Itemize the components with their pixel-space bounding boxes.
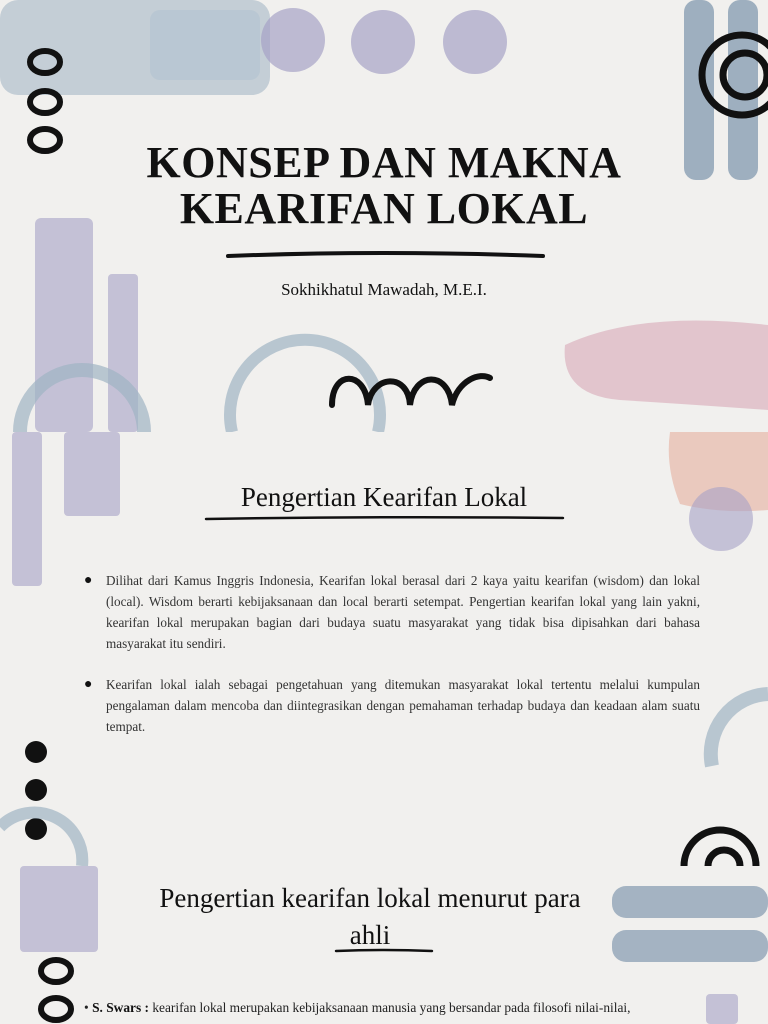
blue-wash-shape <box>150 10 260 80</box>
section-heading <box>120 880 620 954</box>
list-item <box>84 674 700 737</box>
black-dot <box>25 779 47 801</box>
heading-line-2: ahli <box>349 920 391 950</box>
expert-definition <box>84 1000 714 1016</box>
blue-bar <box>612 886 768 918</box>
title-slide <box>0 0 768 432</box>
black-concentric-ring <box>708 850 740 866</box>
title-line-1: KONSEP DAN MAKNA <box>146 138 622 187</box>
black-ring <box>41 998 71 1020</box>
pink-wash <box>565 321 768 411</box>
bullet-icon: ● <box>84 677 93 692</box>
list-item-text: Kearifan lokal ialah sebagai pengetahuan yang ditemukan masyarakat lokal tertentu melalui kumpulan pengalaman dalam mencoba dan diintegrasikan dengan pemahaman terhadap budaya dan keadaan alam suatu tempat. <box>106 677 700 734</box>
list-item-text: Dilihat dari Kamus Inggris Indonesia, Kearifan lokal berasal dari 2 kaya yaitu kearifan (wisdom) dan lokal (local). Wisdom berarti kebijaksanaan dan local berarti setempat. Pengertian kearifan lokal yang lain yakni, kearifan lokal merupakan bagian dari budaya suatu masyarakat yang tidak bisa dipisahkan dari bahasa masyarakat itu sendiri. <box>106 573 700 651</box>
bullet-icon: • <box>84 1000 89 1015</box>
expert-text: kearifan lokal merupakan kebijaksanaan manusia yang bersandar pada filosofi nilai-nilai, <box>148 1000 631 1015</box>
black-dot <box>25 818 47 840</box>
lavender-circle <box>443 10 507 74</box>
definition-list <box>84 570 700 757</box>
author-name: Sokhikhatul Mawadah, M.E.I. <box>281 280 487 299</box>
bullet-icon: ● <box>84 573 93 588</box>
heading-underline <box>206 517 563 519</box>
lavender-circle <box>261 8 325 72</box>
section-heading: Pengertian Kearifan Lokal <box>240 482 528 512</box>
blue-arc <box>711 694 768 766</box>
list-item <box>84 570 700 654</box>
black-ring <box>41 960 71 982</box>
experts-slide <box>0 866 768 1024</box>
lavender-bar <box>20 866 98 952</box>
heading-line-1: Pengertian kearifan lokal menurut para <box>159 883 581 913</box>
black-dot <box>25 741 47 763</box>
black-squiggle <box>332 376 490 405</box>
expert-name: S. Swars : <box>92 1000 149 1015</box>
lavender-bar <box>35 218 93 432</box>
blue-bar <box>612 930 768 962</box>
title-underline <box>228 253 543 256</box>
lavender-circle <box>351 10 415 74</box>
definition-slide <box>0 432 768 866</box>
title-line-2: KEARIFAN LOKAL <box>179 184 589 233</box>
presentation-title <box>0 140 768 232</box>
blue-arc <box>230 340 380 432</box>
